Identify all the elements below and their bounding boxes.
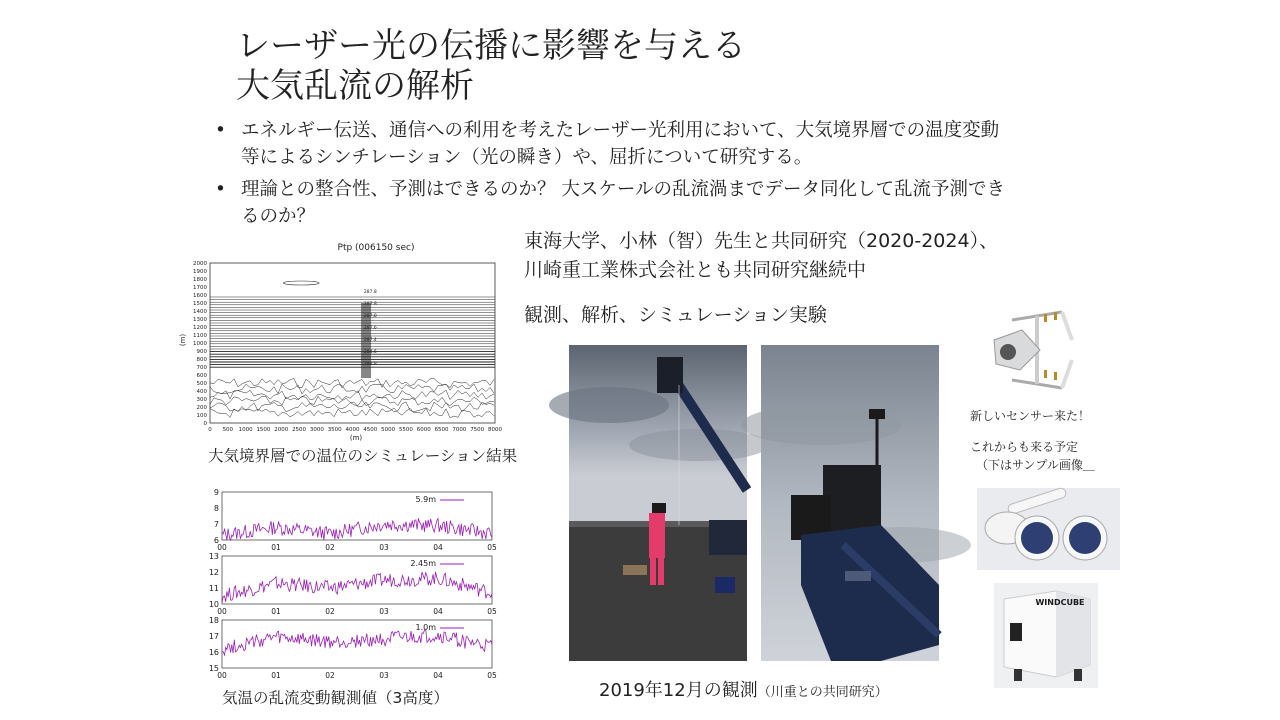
sim-y-tick: 1800 bbox=[193, 277, 207, 283]
bullet-mark: • bbox=[215, 120, 226, 141]
ts-legend-label: 5.9m bbox=[415, 495, 436, 504]
sim-x-tick: 4000 bbox=[345, 427, 360, 433]
simulation-contour-plot bbox=[176, 236, 516, 444]
new-sensor-image bbox=[982, 300, 1092, 400]
ts-y-tick: 18 bbox=[208, 616, 219, 625]
ts-x-tick: 00 bbox=[217, 671, 227, 680]
lidar-scanner-image bbox=[977, 488, 1120, 570]
sim-x-tick: 2000 bbox=[274, 427, 289, 433]
bullet-item-2 bbox=[215, 176, 1015, 232]
sim-x-tick: 2500 bbox=[292, 427, 307, 433]
sim-x-tick: 5000 bbox=[381, 427, 396, 433]
bullet-item-1 bbox=[215, 117, 1015, 173]
coming-soon-text: これからも来る予定 bbox=[970, 440, 1079, 454]
ts-y-tick: 8 bbox=[213, 504, 219, 513]
sim-y-tick: 1200 bbox=[193, 325, 207, 331]
ts-y-tick: 9 bbox=[213, 488, 219, 497]
sim-y-label: (m) bbox=[179, 333, 187, 347]
sim-y-tick: 1300 bbox=[193, 317, 207, 323]
ts-x-tick: 00 bbox=[217, 607, 227, 616]
sim-y-tick: 400 bbox=[196, 389, 207, 395]
sim-x-tick: 5500 bbox=[398, 427, 413, 433]
ts-x-tick: 03 bbox=[379, 607, 389, 616]
ts-y-tick: 7 bbox=[213, 520, 219, 529]
sim-x-tick: 1500 bbox=[256, 427, 271, 433]
sim-contour-label: 287.6 bbox=[363, 326, 377, 331]
sim-y-tick: 1400 bbox=[193, 309, 207, 315]
sim-x-tick: 1000 bbox=[238, 427, 253, 433]
ts-panel-frame bbox=[222, 492, 492, 540]
sim-y-tick: 700 bbox=[196, 365, 207, 371]
collaboration-text: 東海大学、小林（智）先生と共同研究（2020-2024）、 川崎重工業株式会社とも共同研究継続中 bbox=[524, 230, 999, 281]
sim-y-tick: 1000 bbox=[193, 341, 207, 347]
ts-y-tick: 11 bbox=[208, 584, 219, 593]
sim-x-tick: 3000 bbox=[309, 427, 324, 433]
ts-caption: 気温の乱流変動観測値（3高度） bbox=[222, 689, 449, 707]
sim-y-tick: 200 bbox=[196, 405, 207, 411]
sim-contour-label: 284.8 bbox=[363, 362, 377, 367]
ts-panel-frame bbox=[222, 556, 492, 604]
ts-y-tick: 12 bbox=[208, 568, 219, 577]
ts-x-tick: 04 bbox=[433, 543, 443, 552]
sim-plot-frame bbox=[210, 263, 495, 423]
bullet-text-2: 理論との整合性、予測はできるのか？ 大スケールの乱流渦までデータ同化して乱流予測できるのか？ bbox=[241, 179, 1006, 227]
ts-x-tick: 02 bbox=[325, 543, 335, 552]
ts-y-tick: 6 bbox=[213, 536, 219, 545]
ts-x-tick: 03 bbox=[379, 543, 389, 552]
ts-x-tick: 02 bbox=[325, 607, 335, 616]
sim-x-tick: 6500 bbox=[434, 427, 449, 433]
ts-x-tick: 00 bbox=[217, 543, 227, 552]
ts-legend-label: 1.0m bbox=[415, 623, 436, 632]
ts-x-tick: 05 bbox=[487, 671, 497, 680]
sim-y-ticks bbox=[193, 261, 208, 427]
sim-y-tick: 1900 bbox=[193, 269, 207, 275]
sim-y-tick: 1700 bbox=[193, 285, 207, 291]
sim-contour-label: 287.8 bbox=[363, 302, 377, 307]
sim-x-tick: 4500 bbox=[363, 427, 378, 433]
windcube-brand-text: WINDCUBE bbox=[1035, 598, 1085, 607]
sim-y-tick: 500 bbox=[196, 381, 207, 387]
sim-contour-label: 287.4 bbox=[363, 338, 377, 343]
ts-y-tick: 10 bbox=[208, 600, 219, 609]
sample-note-text: （下はサンプル画像＿ bbox=[976, 458, 1095, 472]
ts-x-tick: 03 bbox=[379, 671, 389, 680]
ts-y-tick: 17 bbox=[208, 632, 219, 641]
ts-x-tick: 05 bbox=[487, 543, 497, 552]
sim-y-tick: 1600 bbox=[193, 293, 207, 299]
ts-y-tick: 15 bbox=[208, 664, 219, 673]
photo-caption-sub: （川重との共同研究） bbox=[757, 685, 888, 700]
sim-y-tick: 300 bbox=[196, 397, 207, 403]
sim-x-tick: 500 bbox=[222, 427, 234, 433]
sim-y-tick: 2000 bbox=[193, 261, 207, 267]
sim-caption: 大気境界層での温位のシミュレーション結果 bbox=[208, 447, 518, 465]
observation-heading: 観測、解析、シミュレーション実験 bbox=[524, 304, 827, 326]
ts-x-tick: 04 bbox=[433, 671, 443, 680]
sim-contour-label: 287.8 bbox=[363, 290, 377, 295]
sim-x-tick: 7500 bbox=[470, 427, 485, 433]
ts-y-tick: 16 bbox=[208, 648, 219, 657]
observation-photo-crane-sensor bbox=[761, 345, 939, 661]
sim-x-ticks bbox=[208, 427, 502, 433]
sim-x-tick: 6000 bbox=[416, 427, 431, 433]
sim-x-tick: 3500 bbox=[327, 427, 342, 433]
bullet-text-1: エネルギー伝送、通信への利用を考えたレーザー光利用において、大気境界層での温度変動等によるシンチレーション（光の瞬き）や、屈折について研究する。 bbox=[241, 120, 1000, 168]
ts-x-tick: 04 bbox=[433, 607, 443, 616]
sim-plot-title: Ptp (006150 sec) bbox=[337, 243, 415, 253]
photo-caption-main: 2019年12月の観測 bbox=[599, 680, 758, 701]
sim-y-tick: 900 bbox=[196, 349, 207, 355]
windcube-lidar-image bbox=[994, 583, 1098, 688]
ts-legend-label: 2.45m bbox=[410, 559, 436, 568]
sim-y-tick: 100 bbox=[196, 413, 207, 419]
sim-y-tick: 800 bbox=[196, 357, 207, 363]
sim-y-tick: 600 bbox=[196, 373, 207, 379]
temperature-timeseries bbox=[196, 484, 502, 680]
sim-x-tick: 8000 bbox=[488, 427, 502, 433]
sim-x-tick: 0 bbox=[208, 427, 212, 433]
sim-x-label: (m) bbox=[349, 434, 363, 442]
ts-x-tick: 01 bbox=[271, 671, 281, 680]
bullet-mark: • bbox=[215, 179, 226, 200]
sim-x-tick: 7000 bbox=[452, 427, 467, 433]
sim-contour-label: 284.6 bbox=[363, 350, 377, 355]
sim-contour-label: 287.8 bbox=[363, 314, 377, 319]
ts-x-tick: 01 bbox=[271, 543, 281, 552]
new-sensor-text: 新しいセンサー来た！ bbox=[970, 409, 1091, 423]
ts-x-tick: 02 bbox=[325, 671, 335, 680]
photo-caption bbox=[599, 676, 888, 702]
ts-y-tick: 13 bbox=[208, 552, 219, 561]
sim-y-tick: 1100 bbox=[193, 333, 207, 339]
sim-y-tick: 0 bbox=[203, 421, 207, 427]
ts-x-tick: 01 bbox=[271, 607, 281, 616]
observation-photo-crane-person bbox=[569, 345, 747, 661]
sim-y-tick: 1500 bbox=[193, 301, 207, 307]
slide-title: レーザー光の伝播に影響を与える 大気乱流の解析 bbox=[236, 26, 746, 106]
ts-x-tick: 05 bbox=[487, 607, 497, 616]
